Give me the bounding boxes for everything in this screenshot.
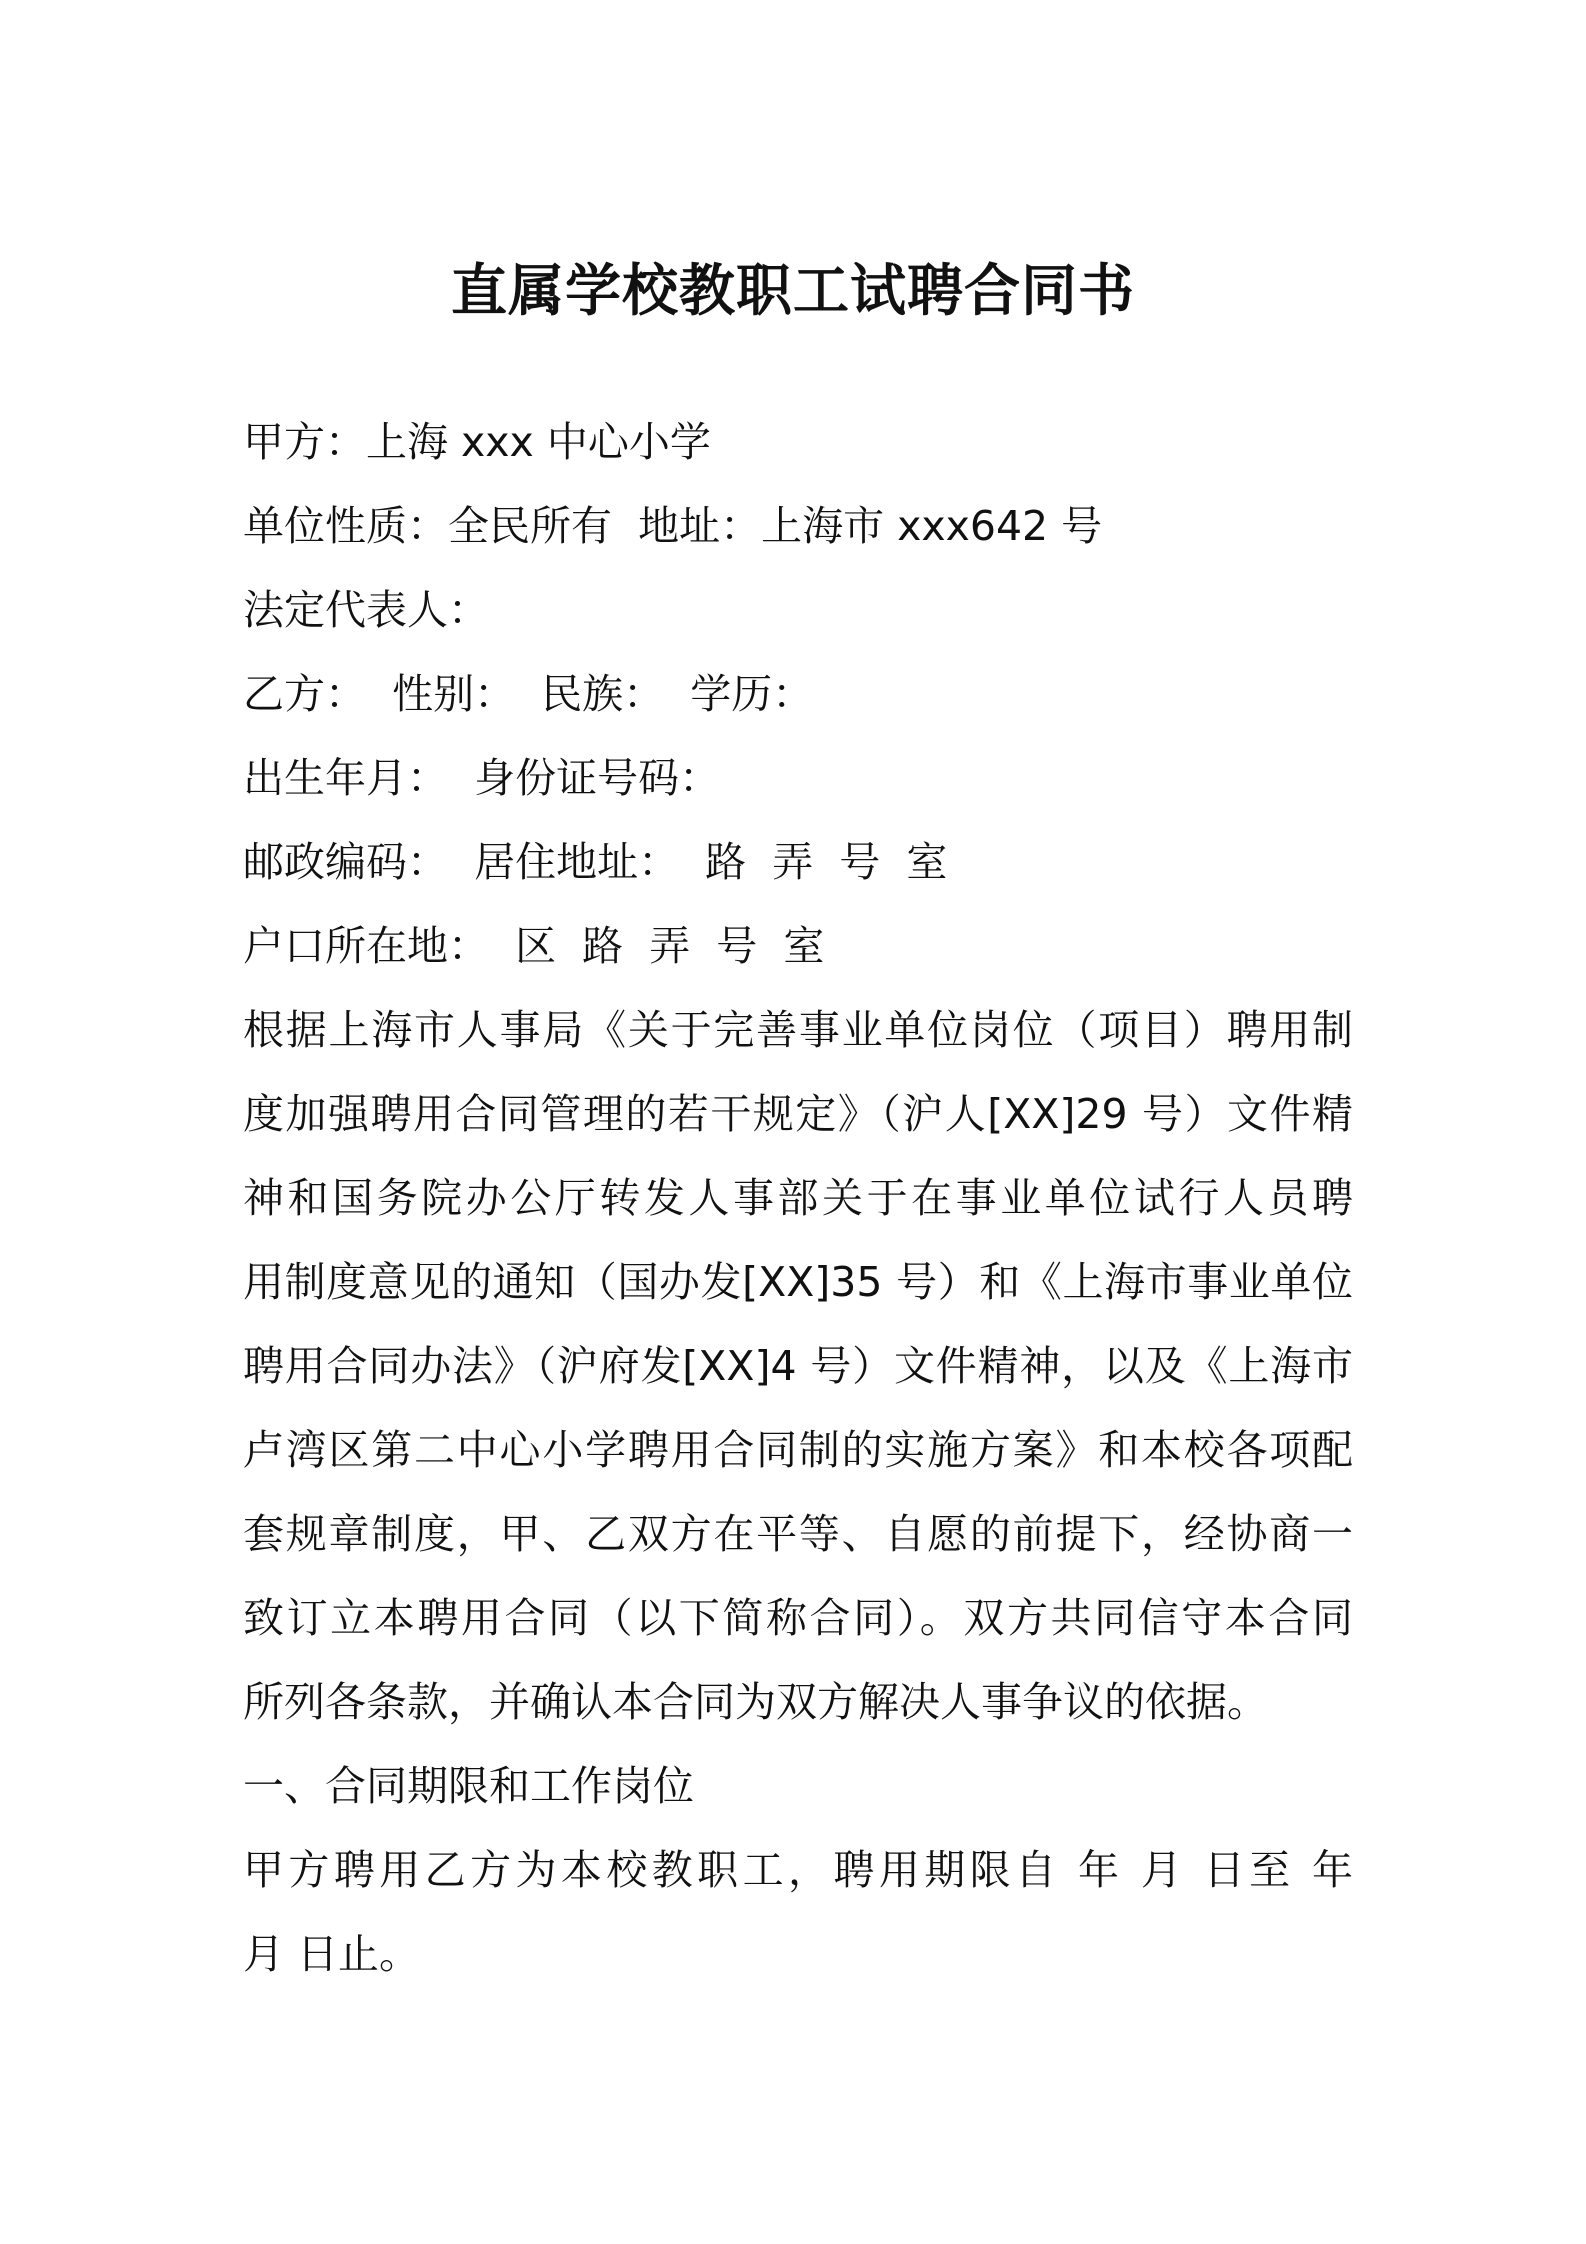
document-body xyxy=(243,400,1353,1996)
legal-representative-line: 法定代表人： xyxy=(243,586,489,634)
section-paragraph-line: 甲方聘用乙方为本校教职工，聘用期限自 年 月 日至 年 xyxy=(243,1846,1353,1894)
section-heading: 一、合同期限和工作岗位 xyxy=(243,1762,694,1810)
intro-paragraph-line: 致订立本聘用合同（以下简称合同）。双方共同信守本合同 xyxy=(243,1594,1353,1642)
document-title: 直属学校教职工试聘合同书 xyxy=(451,259,1135,324)
household-registration-line: 户口所在地： 区 路 弄 号 室 xyxy=(243,922,825,970)
unit-nature-address-line: 单位性质：全民所有 地址：上海市 xxx642 号 xyxy=(243,502,1103,550)
intro-paragraph-line: 所列各条款，并确认本合同为双方解决人事争议的依据。 xyxy=(243,1678,1268,1726)
intro-paragraph-line: 卢湾区第二中心小学聘用合同制的实施方案》和本校各项配 xyxy=(243,1426,1353,1474)
intro-paragraph-line: 用制度意见的通知（国办发[XX]35 号）和《上海市事业单位 xyxy=(243,1258,1353,1306)
birth-id-line: 出生年月： 身份证号码： xyxy=(243,754,721,802)
intro-paragraph-line: 根据上海市人事局《关于完善事业单位岗位（项目）聘用制 xyxy=(243,1006,1353,1054)
intro-paragraph-line: 度加强聘用合同管理的若干规定》（沪人[XX]29 号）文件精 xyxy=(243,1090,1353,1138)
party-b-line: 乙方： 性别： 民族： 学历： xyxy=(243,670,814,718)
section-paragraph-line: 月 日止。 xyxy=(243,1930,421,1978)
intro-paragraph-line: 神和国务院办公厅转发人事部关于在事业单位试行人员聘 xyxy=(243,1174,1353,1222)
intro-paragraph-line: 聘用合同办法》（沪府发[XX]4 号）文件精神，以及《上海市 xyxy=(243,1342,1353,1390)
postcode-address-line: 邮政编码： 居住地址： 路 弄 号 室 xyxy=(243,838,948,886)
party-a-line: 甲方：上海 xxx 中心小学 xyxy=(243,418,711,466)
intro-paragraph-line: 套规章制度，甲、乙双方在平等、自愿的前提下，经协商一 xyxy=(243,1510,1353,1558)
